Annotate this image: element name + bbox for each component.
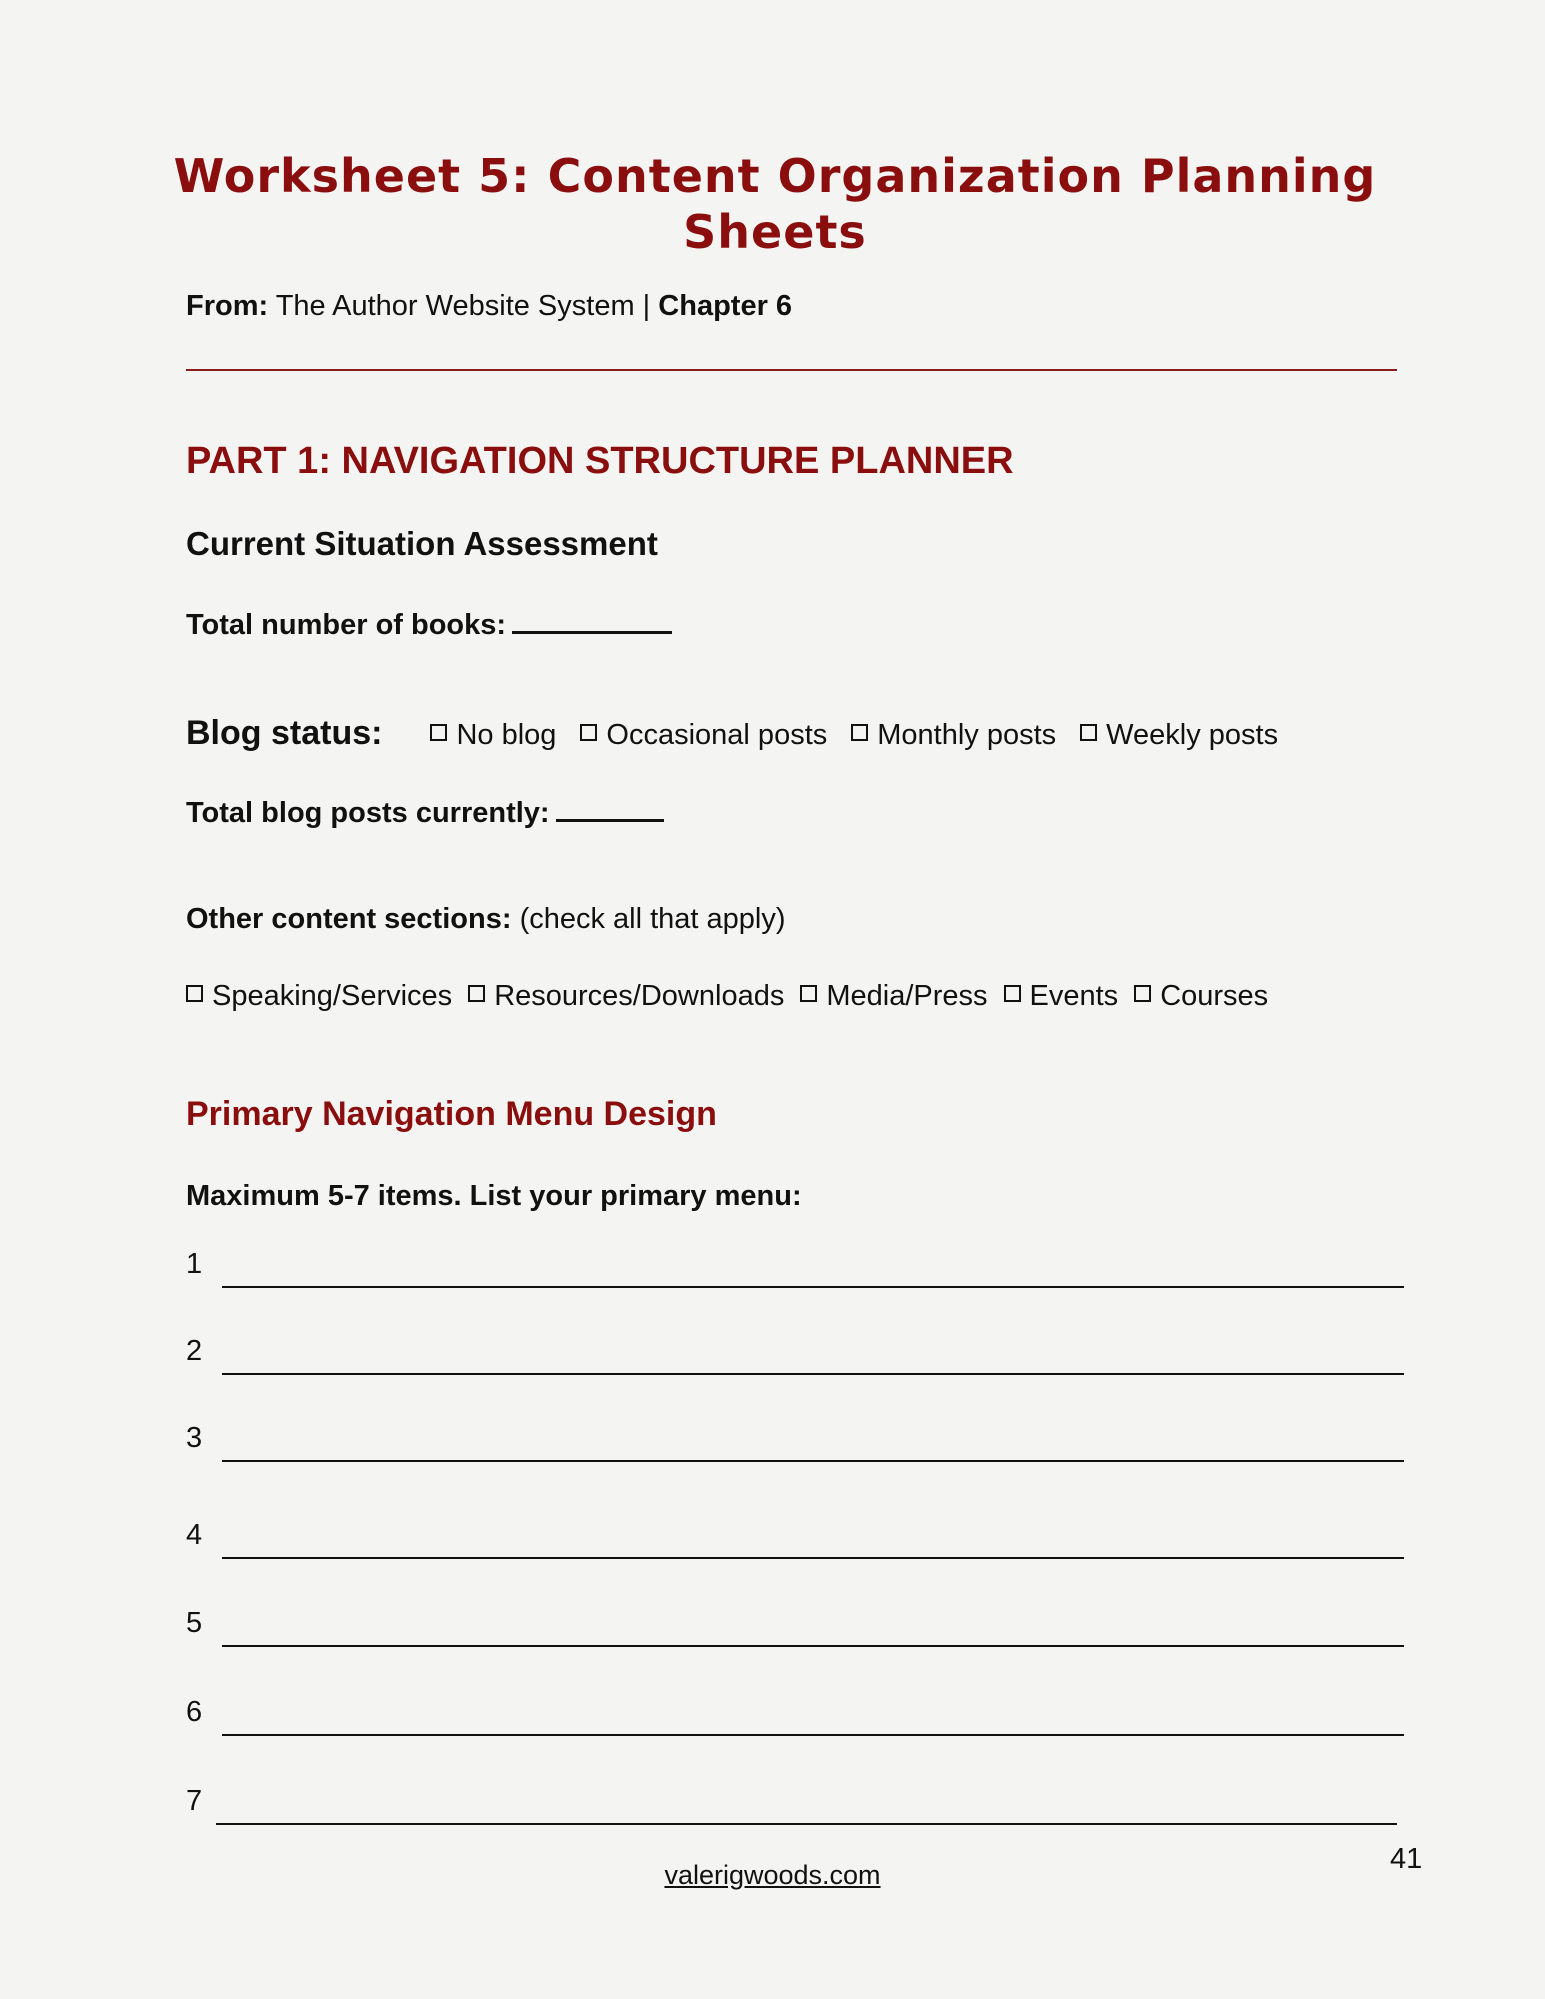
menu-item-line[interactable]	[222, 1373, 1404, 1375]
navigation-heading: Primary Navigation Menu Design	[186, 1095, 717, 1133]
menu-item-1	[186, 1248, 1404, 1288]
divider	[186, 369, 1397, 371]
content-option-events[interactable]	[1004, 980, 1119, 1013]
books-field	[186, 607, 672, 642]
menu-item-number: 2	[186, 1335, 203, 1367]
blog-option-weekly[interactable]	[1080, 719, 1278, 752]
blog-option-label: Occasional posts	[606, 719, 828, 751]
checkbox-icon[interactable]	[800, 985, 817, 1002]
menu-item-line[interactable]	[222, 1460, 1404, 1462]
chapter-text: Chapter 6	[658, 290, 793, 322]
page-number: 41	[1390, 1843, 1423, 1875]
checkbox-icon[interactable]	[851, 724, 868, 741]
source-line	[186, 290, 792, 323]
menu-item-line[interactable]	[222, 1286, 1404, 1288]
content-option-label: Events	[1029, 980, 1119, 1012]
blog-option-monthly[interactable]	[851, 719, 1056, 752]
menu-item-5	[186, 1607, 1404, 1647]
checkbox-icon[interactable]	[580, 724, 597, 741]
checkbox-icon[interactable]	[1080, 724, 1097, 741]
content-option-speaking[interactable]	[186, 980, 452, 1013]
menu-item-3	[186, 1422, 1404, 1462]
footer-link[interactable]: valerigwoods.com	[664, 1860, 881, 1890]
menu-item-number: 3	[186, 1422, 203, 1454]
from-label: From:	[186, 290, 269, 322]
navigation-instruction: Maximum 5-7 items. List your primary menu:	[186, 1180, 802, 1212]
menu-item-line[interactable]	[216, 1823, 1397, 1825]
menu-item-line[interactable]	[222, 1557, 1404, 1559]
checkbox-icon[interactable]	[1004, 985, 1021, 1002]
content-option-resources[interactable]	[468, 980, 784, 1013]
checkbox-icon[interactable]	[430, 724, 447, 741]
content-option-media[interactable]	[800, 980, 987, 1013]
menu-item-number: 6	[186, 1696, 203, 1728]
menu-item-2	[186, 1335, 1404, 1375]
blog-option-label: Weekly posts	[1106, 719, 1279, 751]
content-option-label: Courses	[1160, 980, 1269, 1012]
content-option-label: Media/Press	[826, 980, 988, 1012]
other-content-label: Other content sections:	[186, 903, 512, 935]
content-option-courses[interactable]	[1134, 980, 1268, 1013]
checkbox-icon[interactable]	[186, 985, 203, 1002]
checkbox-icon[interactable]	[1134, 985, 1151, 1002]
blog-posts-blank[interactable]	[556, 795, 664, 822]
assessment-heading: Current Situation Assessment	[186, 525, 658, 562]
title-line-1: Worksheet 5: Content Organization Planning	[173, 149, 1377, 203]
menu-item-6	[186, 1696, 1404, 1736]
blog-posts-field	[186, 795, 664, 830]
books-label: Total number of books:	[186, 609, 507, 641]
part-1-heading: PART 1: NAVIGATION STRUCTURE PLANNER	[186, 440, 1014, 482]
menu-item-number: 4	[186, 1519, 203, 1551]
other-content-line	[186, 903, 786, 936]
menu-item-4	[186, 1519, 1404, 1559]
page-title	[150, 148, 1400, 260]
blog-status-label: Blog status:	[186, 714, 383, 752]
title-line-2: Sheets	[683, 205, 867, 259]
blog-option-label: No blog	[456, 719, 557, 751]
menu-item-line[interactable]	[222, 1734, 1404, 1736]
blog-option-label: Monthly posts	[877, 719, 1057, 751]
checkbox-icon[interactable]	[468, 985, 485, 1002]
blog-option-occasional[interactable]	[580, 719, 827, 752]
content-option-label: Speaking/Services	[212, 980, 453, 1012]
menu-item-7	[186, 1785, 1397, 1825]
content-options-row	[186, 980, 1284, 1013]
blog-status-row	[186, 714, 1302, 753]
menu-item-number: 7	[186, 1785, 203, 1817]
menu-item-number: 1	[186, 1248, 203, 1280]
menu-item-number: 5	[186, 1607, 203, 1639]
books-blank[interactable]	[512, 607, 672, 634]
menu-item-line[interactable]	[222, 1645, 1404, 1647]
blog-option-no-blog[interactable]	[430, 719, 556, 752]
other-content-hint: (check all that apply)	[519, 903, 786, 935]
blog-posts-label: Total blog posts currently:	[186, 797, 550, 829]
content-option-label: Resources/Downloads	[494, 980, 785, 1012]
source-text: The Author Website System |	[275, 290, 651, 322]
